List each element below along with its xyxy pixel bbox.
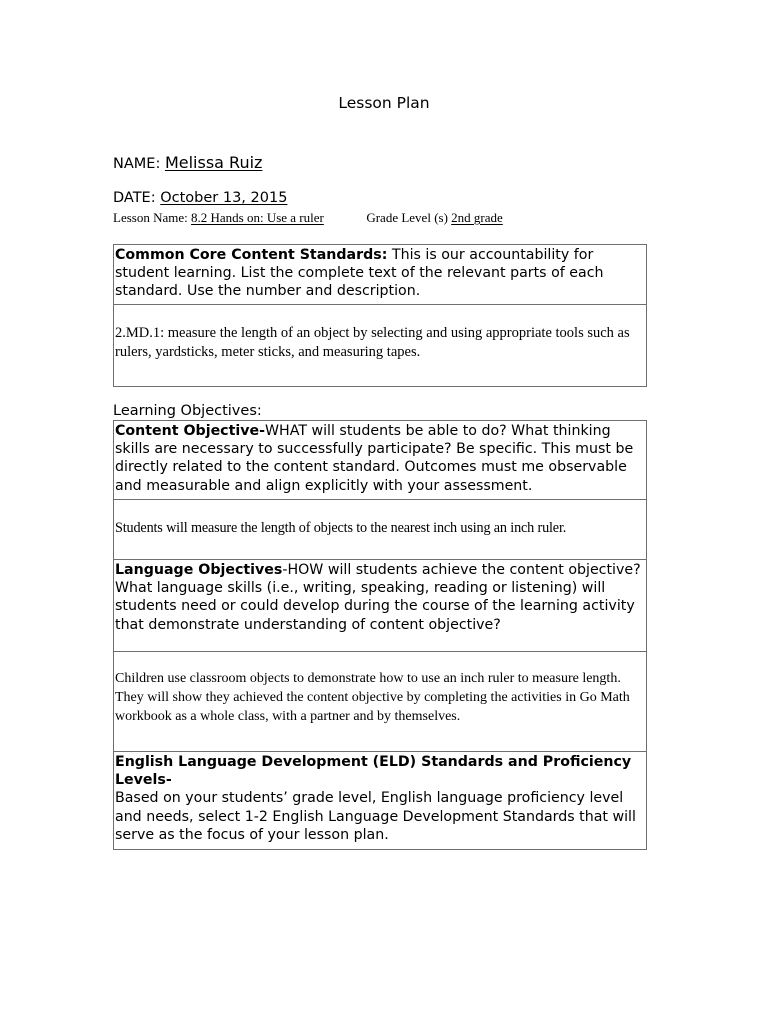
content-objective-prompt: WHAT will students be able to do? What thinking skills are necessary to successfully participate? Be specific. This must be directly related to the content standard. Outcomes must me observable and measurable and align explicitly with your assessment. xyxy=(115,423,634,494)
grade-level-label: Grade Level (s) xyxy=(366,210,448,225)
content-objective-heading: Content Objective- xyxy=(115,423,266,439)
standards-table xyxy=(113,244,647,387)
page-title: Lesson Plan xyxy=(338,94,430,112)
standards-response: 2.MD.1: measure the length of an object by selecting and using appropriate tools such as rulers, yardsticks, meter sticks, and measuring tapes. xyxy=(115,325,630,360)
language-objectives-heading: Language Objectives xyxy=(115,562,283,578)
language-objectives-response: Children use classroom objects to demonstrate how to use an inch ruler to measure length. They will show they achieved the content objective by completing the activities in Go Math workbook as a whole class, with a partner and by themselves. xyxy=(115,671,630,724)
name-value: Melissa Ruiz xyxy=(164,153,263,172)
language-objectives-prompt: -HOW will students achieve the content objective? What language skills (i.e., writing, speaking, reading or listening) will students need or could develop during the course of the learning activity that demonstrate understanding of content objective? xyxy=(115,562,641,633)
standards-prompt: This is our accountability for student learning. List the complete text of the relevant parts of each standard. Use the number and description. xyxy=(115,247,604,300)
grade-level-value: 2nd grade xyxy=(451,210,503,225)
standards-prompt-cell xyxy=(114,245,646,305)
lesson-name-label: Lesson Name: xyxy=(113,210,188,225)
content-objective-response-cell xyxy=(114,500,646,560)
language-objectives-response-cell xyxy=(114,652,646,752)
learning-objectives-label: Learning Objectives: xyxy=(113,403,262,419)
lesson-info-line xyxy=(113,210,503,226)
date-value: October 13, 2015 xyxy=(160,190,288,206)
objectives-table xyxy=(113,420,647,850)
eld-heading: English Language Development (ELD) Standards and Proficiency Levels- xyxy=(115,754,632,789)
name-label: NAME: xyxy=(113,156,161,172)
eld-prompt: Based on your students’ grade level, English language proficiency level and needs, select 1-2 English Language Development Standards that will serve as the focus of your lesson plan. xyxy=(115,790,636,843)
content-objective-response: Students will measure the length of objects to the nearest inch using an inch ruler. xyxy=(115,520,567,536)
standards-response-cell xyxy=(114,305,646,386)
date-label: DATE: xyxy=(113,190,156,206)
standards-heading: Common Core Content Standards: xyxy=(115,247,388,263)
date-line xyxy=(113,190,287,206)
eld-prompt-cell xyxy=(114,752,646,849)
lesson-name-value: 8.2 Hands on: Use a ruler xyxy=(190,210,324,225)
language-objectives-prompt-cell xyxy=(114,560,646,652)
name-line xyxy=(113,153,262,172)
content-objective-prompt-cell xyxy=(114,421,646,500)
